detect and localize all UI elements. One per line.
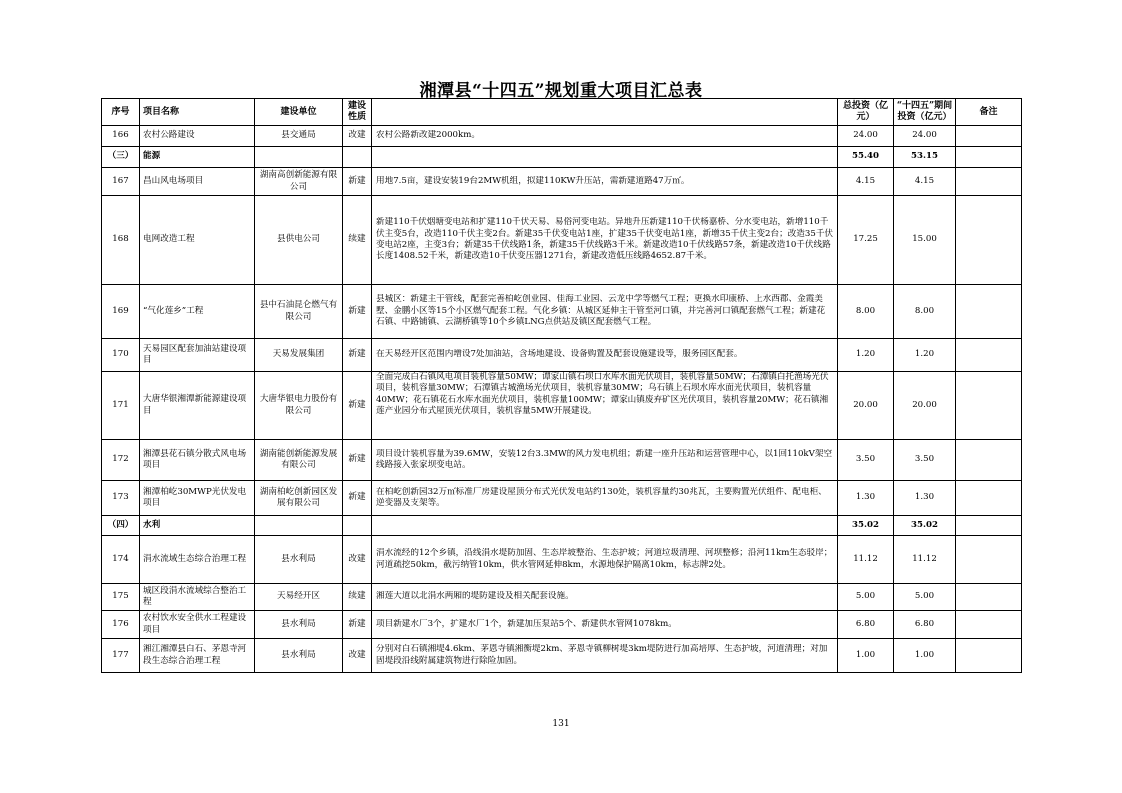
row-content [372,584,838,611]
row-name: 湘潭柏屹30MWP光伏发电项目 [140,481,255,516]
row-seq: 170 [102,339,140,372]
table-row [102,440,1022,481]
row-name: “气化莲乡”工程 [140,285,255,339]
header-nature: 建设性质 [343,99,372,126]
row-period: 3.50 [894,440,956,481]
row-total: 1.30 [838,481,894,516]
row-period: 1.20 [894,339,956,372]
row-content-text: 湘莲大道以北涓水两厢的堤防建设及相关配套设施。 [376,591,574,602]
row-total: 20.00 [838,372,894,440]
empty-cell [343,147,372,168]
row-name [140,639,255,673]
section-number: （四） [102,516,140,536]
section-total: 55.40 [838,147,894,168]
row-seq: 176 [102,611,140,639]
row-content-text: 县城区：新建主干管线，配套完善柏屹创业园、佳海工业园、云龙中学等燃气工程；更换水印康桥、上水西郡、金霞美墅、金鹏小区等15个小区燃气配套工程。气化乡镇：从城区延伸主干管至河口镇，并完善河口镇配套燃气工程；新建花石镇、中路铺镇、云湖桥镇等10个乡镇LNG点供站及镇区配套燃气工程。 [376,294,826,328]
row-remark [956,196,1022,285]
row-content-text: 项目设计装机容量为39.6MW，安装12台3.3MW的风力发电机组；新建一座升压站和运营管理中心，以1回110kV架空线路接入张家坝变电站。 [376,448,833,470]
section-row [102,516,1022,536]
row-period: 1.30 [894,481,956,516]
row-content [372,285,838,339]
row-nature: 改建 [343,639,372,673]
row-unit: 县水利局 [255,536,343,584]
row-content [372,372,838,440]
table-row [102,168,1022,196]
row-seq: 175 [102,584,140,611]
section-period: 35.02 [894,516,956,536]
row-period: 11.12 [894,536,956,584]
row-content-text: 在柏屹创新园32万㎡标准厂房建设屋顶分布式光伏发电站约130处，装机容量约30兆瓦，主要购置光伏组件、配电柜、逆变器及支架等。 [376,486,827,508]
row-period: 20.00 [894,372,956,440]
row-content [372,440,838,481]
row-nature: 新建 [343,285,372,339]
row-remark [956,481,1022,516]
row-name: 湘潭县花石镇分散式风电场项目 [140,440,255,481]
empty-cell [255,147,343,168]
section-total: 35.02 [838,516,894,536]
row-remark [956,536,1022,584]
header-period: “十四五”期间投资（亿元） [894,99,956,126]
page-title: 湘潭县“十四五”规划重大项目汇总表 [419,81,703,101]
row-total: 24.00 [838,126,894,147]
row-content-text: 用地7.5亩，建设安装19台2MW机组，拟建110KW升压站，需新建道路47万㎡。 [376,175,690,186]
table-row [102,126,1022,147]
empty-cell [255,516,343,536]
row-content [372,168,838,196]
table-row [102,481,1022,516]
row-nature: 新建 [343,168,372,196]
header-seq: 序号 [102,99,140,126]
row-content [372,536,838,584]
row-name: 大唐华银湘潭新能源建设项目 [140,372,255,440]
row-seq: 166 [102,126,140,147]
row-unit: 湖南高创新能源有限公司 [255,168,343,196]
section-label: 能源 [140,147,255,168]
row-nature: 新建 [343,481,372,516]
header-unit: 建设单位 [255,99,343,126]
table-row [102,196,1022,285]
row-content [372,639,838,673]
row-content-text: 项目新建水厂3个，扩建水厂1个，新建加压泵站5个、新建供水管网1078km。 [376,618,677,629]
empty-cell [372,147,838,168]
page-number: 131 [552,719,570,729]
row-nature: 续建 [343,196,372,285]
row-remark [956,285,1022,339]
row-name: 农村公路建设 [140,126,255,147]
row-content [372,611,838,639]
row-remark [956,168,1022,196]
row-total: 17.25 [838,196,894,285]
row-total: 1.20 [838,339,894,372]
row-remark [956,339,1022,372]
row-content-text: 在天易经开区范围内增设7处加油站，含场地建设、设备购置及配套设施建设等，服务园区配套。 [376,349,743,360]
row-content [372,481,838,516]
row-remark [956,639,1022,673]
header-remark: 备注 [956,99,1022,126]
row-seq: 174 [102,536,140,584]
section-number: （三） [102,147,140,168]
table-row [102,339,1022,372]
row-unit: 湖南柏屹创新园区发展有限公司 [255,481,343,516]
row-nature: 续建 [343,584,372,611]
row-total: 3.50 [838,440,894,481]
row-content-text: 农村公路新改建2000km。 [376,130,480,141]
row-name-text: 湘江湘潭县白石、茅恩寺河段生态综合治理工程 [143,644,247,666]
row-total: 5.00 [838,584,894,611]
row-nature: 新建 [343,611,372,639]
row-remark [956,611,1022,639]
row-nature: 改建 [343,536,372,584]
row-seq: 172 [102,440,140,481]
row-total: 11.12 [838,536,894,584]
row-content-text: 新建110千伏烟塘变电站和扩建110千伏天易、易俗河变电站。异地升压新建110千伏杨嘉桥、分水变电站，新增110千伏主变5台，改造110千伏主变2台。新建35千伏变电站1座，扩建35千伏变电站1座，新增35千伏主变2台；改造35千伏变电站2座，主变3台；新建35千伏线路1条，新建35千伏线路3千米。新建改造10千伏线路57条，新建改造10千伏线路长度1408.52千米，新建改造10千伏变压器1271台，新建改造低压线路4652.87千米。 [376,217,833,262]
table-row [102,611,1022,639]
row-unit: 天易发展集团 [255,339,343,372]
row-unit: 天易经开区 [255,584,343,611]
row-content [372,126,838,147]
empty-cell [343,516,372,536]
row-unit: 县中石油昆仑燃气有限公司 [255,285,343,339]
row-unit: 湖南能创新能源发展有限公司 [255,440,343,481]
table-row [102,639,1022,673]
row-seq: 173 [102,481,140,516]
table-row [102,536,1022,584]
row-content-text: 全面完成白石镇风电项目装机容量50MW；谭家山镇石坝口水库水面光伏项目，装机容量50MW；石潭镇白托渔场光伏项目，装机容量30MW；石潭镇古城渔场光伏项目，装机容量30MW；乌石镇上石坝水库水面光伏项目，装机容量40MW；花石镇花石水库水面光伏项目，装机容量100MW；谭家山镇废弃矿区光伏项目，装机容量20MW；花石镇湘莲产业园分布式屋顶光伏项目，装机容量5MW开展建设。 [376,372,829,417]
header-content [372,99,838,126]
empty-cell [956,516,1022,536]
row-total: 1.00 [838,639,894,673]
row-period: 6.80 [894,611,956,639]
row-unit: 县水利局 [255,611,343,639]
empty-cell [956,147,1022,168]
header-name: 项目名称 [140,99,255,126]
row-remark [956,126,1022,147]
row-nature: 改建 [343,126,372,147]
row-name: 天易园区配套加油站建设项目 [140,339,255,372]
row-remark [956,440,1022,481]
row-name: 城区段涓水流域综合整治工程 [140,584,255,611]
section-label: 水利 [140,516,255,536]
table-row [102,584,1022,611]
row-period: 1.00 [894,639,956,673]
table-row [102,285,1022,339]
section-row [102,147,1022,168]
row-seq: 169 [102,285,140,339]
row-name: 涓水流域生态综合治理工程 [140,536,255,584]
header-total: 总投资（亿元） [838,99,894,126]
row-period: 24.00 [894,126,956,147]
row-unit: 大唐华银电力股份有限公司 [255,372,343,440]
row-total: 8.00 [838,285,894,339]
row-seq: 171 [102,372,140,440]
row-total: 6.80 [838,611,894,639]
row-name: 农村饮水安全供水工程建设项目 [140,611,255,639]
row-period: 5.00 [894,584,956,611]
row-seq: 177 [102,639,140,673]
row-unit: 县交通局 [255,126,343,147]
row-nature: 新建 [343,440,372,481]
table-row [102,372,1022,440]
row-name: 昌山风电场项目 [140,168,255,196]
row-content [372,196,838,285]
row-unit: 县水利局 [255,639,343,673]
row-remark [956,584,1022,611]
header-row [102,99,1022,126]
project-summary-table [101,98,1022,673]
section-period: 53.15 [894,147,956,168]
row-seq: 167 [102,168,140,196]
row-period: 15.00 [894,196,956,285]
row-period: 4.15 [894,168,956,196]
row-total: 4.15 [838,168,894,196]
row-content-text: 涓水流经的12个乡镇，沿线涓水堤防加固、生态岸坡整治、生态护坡；河道垃圾清理、河坝整修；沿河11km生态驳岸；河道疏挖50km，截污纳管10km，供水管网延伸8km，水源地保护隔离10km，标志牌2处。 [376,548,833,570]
row-name: 电网改造工程 [140,196,255,285]
row-unit: 县供电公司 [255,196,343,285]
row-remark [956,372,1022,440]
row-seq: 168 [102,196,140,285]
row-content [372,339,838,372]
row-nature: 新建 [343,372,372,440]
row-content-text: 分别对白石镇湘堤4.6km、茅恩寺镇湘衡堤2km、茅恩寺镇柳树堤3km堤防进行加高培厚、生态护坡，河道清理；对加固堤段沿线附属建筑物进行除险加固。 [376,644,828,666]
row-period: 8.00 [894,285,956,339]
row-nature: 新建 [343,339,372,372]
empty-cell [372,516,838,536]
